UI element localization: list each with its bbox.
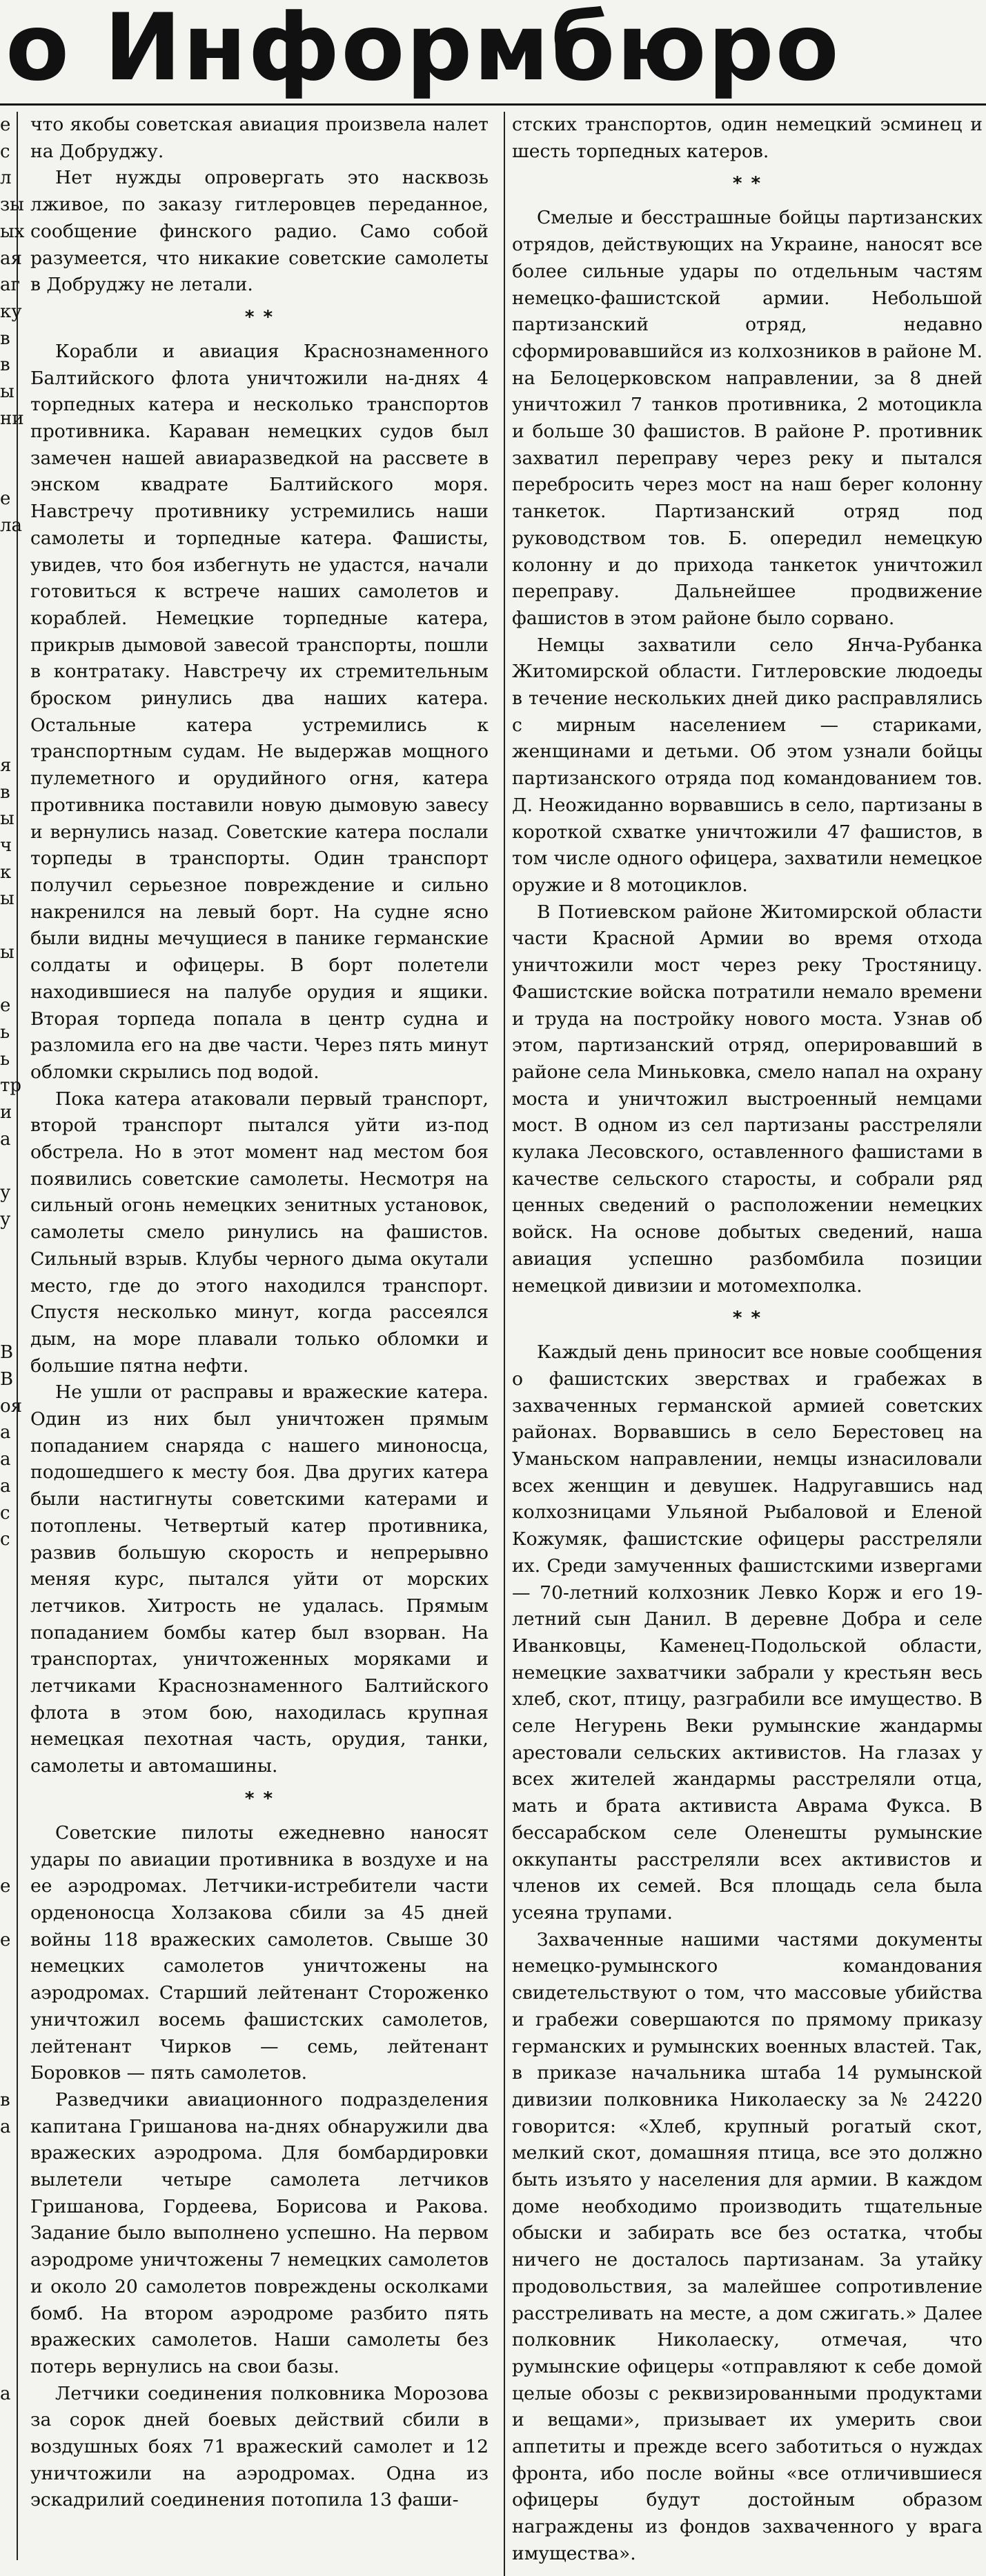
left-fragment-line bbox=[0, 2274, 17, 2301]
left-fragment-line: в bbox=[0, 328, 10, 349]
left-fragment-line: я bbox=[0, 755, 12, 776]
left-fragment-line bbox=[0, 1553, 17, 1580]
left-fragment-line: ы bbox=[0, 888, 14, 910]
left-fragment-line: а bbox=[0, 1475, 11, 1497]
article-paragraph: В Потиевском районе Житомирской области части Красной Армии во время отхода уничтожили мост через реку Тростяницу. Фашистские войска потратили немало времени и труда на постройку нового моста. Узнав об этом, партизанский отряд, оперировавший в районе села Миньковка, смело напал на охрану моста и уничтожил выстроенный немцами мост. В одном из сел партизаны расстреляли кулака Лесовского, оставленного фашистами в качестве сельского старосты, и собрали ряд ценных сведений о расположении немецких войск. На основе добытых сведений, наша авиация успешно разбомбила позиции немецкой дивизии и мотомехполка. bbox=[512, 901, 983, 1297]
left-fragment-line: а bbox=[0, 1128, 11, 1150]
left-fragment-line bbox=[0, 1900, 17, 1927]
left-fragment-line bbox=[0, 1660, 17, 1687]
left-fragment-line: ни bbox=[0, 408, 24, 429]
left-fragment-line: в bbox=[0, 2090, 10, 2111]
left-fragment-line bbox=[0, 2007, 17, 2034]
left-fragment-line: а bbox=[0, 2383, 11, 2404]
left-fragment-line: а bbox=[0, 1422, 11, 1444]
article-paragraph: Каждый день приносит все новые сообщения о фашистских зверствах и грабежах в захваченных германской армией советских районах. Ворвавшись в село Берестовец на Уманьском направлении, немцы изнасиловали всех женщин и девушек. Надругавшись над колхозницами Ульяной Рыбаловой и Еленой Кожумяк, фашистские офицеры расстреляли их. Среди замученных фашистскими извергами — 70-летний колхозник Левко Корж и его 19-летний сын Данил. В деревне Добра и селе Иванковцы, Каменец-Подольской области, немецкие захватчики забрали у крестьян весь хлеб, скот, птицу, разграбили все имущество. В селе Негурень Веки румынские жандармы арестовали сельских активистов. На глазах у всех жителей жандармы расстреляли отца, мать и брата активиста Аврама Фукса. В бессарабском селе Оленешты румынские оккупанты расстреляли всех активистов и членов их семей. Вся площадь села была усеяна трупами. bbox=[512, 1341, 983, 1924]
left-fragment-line bbox=[0, 912, 17, 939]
left-fragment-line: аг bbox=[0, 274, 21, 296]
left-fragment-line: ы bbox=[0, 808, 14, 830]
left-fragment-line: В bbox=[0, 1342, 14, 1364]
left-fragment-line bbox=[0, 619, 17, 646]
left-fragment-line bbox=[0, 2060, 17, 2087]
left-fragment-line bbox=[0, 1633, 17, 1660]
left-fragment-line bbox=[0, 2327, 17, 2354]
left-fragment-line: е bbox=[0, 488, 11, 509]
left-fragment-line: а bbox=[0, 1449, 11, 1470]
article-paragraph: Немцы захватили село Янча-Рубанка Житомирской области. Гитлеровские людоеды в течение нескольких дней дико расправлялись с мирным населением — стариками, женщинами и детьми. Об этом узнали бойцы партизанского отряда под командованием тов. Д. Неожиданно ворвавшись в село, партизаны в короткой схватке уничтожили 47 фашистов, в том числе одного офицера, захватили немецкое оружие и 8 мотоциклов. bbox=[512, 634, 983, 896]
left-fragment-line bbox=[0, 2194, 17, 2221]
left-fragment-line: е bbox=[0, 995, 11, 1017]
left-fragment-line: и bbox=[0, 1102, 12, 1124]
article-paragraph: Пока катера атаковали первый транспорт, второй транспорт пытался уйти из-под обстрела. Но в этот момент над местом боя появились советские самолеты. Несмотря на сильный огонь немецких зенитных установок, самолеты смело ринулись на фашистов. Сильный взрыв. Клубы черного дыма окутали место, где до этого находился транспорт. Спустя несколько минут, когда рассеялся дым, на море плавали только обломки и большие пятна нефти. bbox=[30, 1088, 489, 1377]
article-paragraph: Советские пилоты ежедневно наносят удары по авиации противника в воздухе и на ее аэродромах. Летчики-истребители части орденоносца Холзакова сбили за 45 дней войны 118 вражеских самолетов. Свыше 30 немецких самолетов уничтожены на аэродромах. Старший лейтенант Стороженко уничтожил восемь фашистских самолетов, лейтенант Чирков — семь, лейтенант Боровков — пять самолетов. bbox=[30, 1821, 489, 2084]
left-fragment-line: зы bbox=[0, 194, 24, 216]
left-fragment-line bbox=[0, 1686, 17, 1713]
section-separator: * * bbox=[244, 1788, 275, 1809]
left-fragment-line: ы bbox=[0, 941, 14, 963]
left-fragment-line: ь bbox=[0, 1021, 10, 1043]
article-paragraph: что якобы советская авиация произвела налет на Добруджу. bbox=[30, 114, 489, 162]
left-fragment-line bbox=[0, 1152, 17, 1179]
section-separator: * * bbox=[732, 173, 762, 194]
left-fragment-line: е bbox=[0, 1876, 11, 1897]
left-fragment-line bbox=[0, 2354, 17, 2381]
left-fragment-line: оя bbox=[0, 1395, 23, 1417]
article-paragraph: Разведчики авиационного подразделения капитана Гришанова на-днях обнаружили два вражеских аэродрома. Для бомбардировки вылетели четыре самолета летчиков Гришанова, Гордеева, Борисова и Ракова. Задание было выполнено успешно. На первом аэродроме уничтожены 7 немецких самолетов и около 20 самолетов повреждены осколками бомб. На втором аэродроме разбито пять вражеских самолетов. Наши самолеты без потерь вернулись на свои базы. bbox=[30, 2088, 489, 2377]
right-column bbox=[504, 112, 983, 2576]
left-fragment-line: ку bbox=[0, 301, 22, 322]
article-paragraph: Корабли и авиация Краснознаменного Балтийского флота уничтожили на-днях 4 торпедных катера и несколько транспортов противника. Караван немецких судов был замечен нашей авиаразведкой на рассвете в энском квадрате Балтийского моря. Навстречу противнику устремились наши самолеты и торпедные катера. Фашисты, увидев, что боя избегнуть не удастся, начали готовиться к встрече наших самолетов и кораблей. Немецкие торпедные катера, прикрыв дымовой завесой транспорты, пошли в контратаку. Навстречу их стремительным броском ринулись два наших катера. Остальные катера устремились к транспортным судам. Не выдержав мощного пулеметного и орудийного огня, катера противника поставили новую дымовую завесу и вернулись назад. Советские катера послали торпеды в транспорты. Один транспорт получил серьезное повреждение и сильно накренился на левый борт. На судне ясно были видны мечущиеся в панике германские солдаты и офицеры. В борт полетели находившиеся на палубе орудия и ящики. Вторая торпеда попала в центр судна и разломила его на две части. Через пять минут обломки скрылись под водой. bbox=[30, 340, 489, 1083]
left-fragment-line: л bbox=[0, 168, 12, 189]
section-separator: * * bbox=[244, 306, 275, 328]
left-fragment-line: у bbox=[0, 1182, 11, 1204]
masthead-title: о Информбюро bbox=[6, 0, 840, 101]
left-fragment-line bbox=[0, 432, 17, 459]
article-paragraph: Не ушли от расправы и вражеские катера. Один из них был уничтожен прямым попаданием снаряда с нашего миноносца, подошедшего к месту боя. Два других катера были настигнуты советскими катерами и потоплены. Четвертый катер противника, развив большую скорость и непрерывно меняя курс, пытался уйти от морских летчиков. Хитрость не удалась. Прямым попаданием бомбы катер был взорван. На транспортах, уничтоженных моряками и летчиками Краснознаменного Балтийского флота в этом бою, находилась крупная немецкая пехотная часть, орудия, танки, самолеты и автомашины. bbox=[30, 1381, 489, 1777]
left-fragment-line bbox=[0, 672, 17, 699]
left-fragment-line bbox=[0, 592, 17, 619]
left-fragment-line bbox=[0, 1793, 17, 1820]
left-fragment-line: в bbox=[0, 781, 10, 803]
left-fragment-line: с bbox=[0, 141, 10, 162]
left-fragment-line: В bbox=[0, 1369, 14, 1390]
left-fragment-line bbox=[0, 699, 17, 726]
left-fragment-line: ая bbox=[0, 248, 22, 269]
left-fragment-line bbox=[0, 539, 17, 566]
left-fragment-line: е bbox=[0, 1929, 11, 1950]
left-fragment-line bbox=[0, 1259, 17, 1286]
left-fragment-line bbox=[0, 646, 17, 672]
article-paragraph: Захваченные нашими частями документы немецко-румынского командования свидетельствуют о том, что массовые убийства и грабежи совершаются по прямому приказу германских и румынских военных властей. Так, в приказе начальника штаба 14 румынской дивизии полковника Николаеску за № 24220 говорится: «Хлеб, крупный рогатый скот, мелкий скот, домашняя птица, все это должно быть изъято у населения для армии. В каждом доме необходимо производить тщательные обыски и забирать все без остатка, чтобы ничего не досталось партизанам. За утайку продовольствия, за малейшее сопротивление расстреливать на месте, а дом сжигать.» Далее полковник Николаеску, отмечая, что румынские офицеры «отправляют к себе домой целые обозы с реквизированными продуктами и вещами», призывает их умерить свои аппетиты и прежде всего заботиться о нуждах фронта, ибо после войны «все отличившиеся офицеры будут достойным образом награждены из фондов захваченного у врага имущества». bbox=[512, 1928, 983, 2564]
article-paragraph: Смелые и бесстрашные бойцы партизанских отрядов, действующих на Украине, наносят все более сильные удары по отдельным частям немецко-фашистской армии. Небольшой партизанский отряд, недавно сформировавшийся из колхозников в районе М. на Белоцерковском направлении, за 8 дней уничтожил 7 танков противника, 2 мотоцикла и больше 30 фашистов. В районе Р. противник захватил переправу через реку и пытался перебросить через мост на наш берег колонну танкеток. Партизанский отряд под руководством тов. Б. опередил немецкую колонну и до прихода танкеток уничтожил переправу. Дальнейшее продвижение фашистов в этом районе было сорвано. bbox=[512, 207, 983, 629]
article-paragraph: стских транспортов, один немецкий эсминец и шесть торпедных катеров. bbox=[512, 114, 983, 162]
left-fragment-line bbox=[0, 1286, 17, 1313]
left-fragment-line bbox=[0, 1740, 17, 1767]
article-paragraph: Нет нужды опровергать это насквозь лживое, по заказу гитлеровцев переданное, сообщение финского радио. Само собой разумеется, что никакие советские самолеты в Добруджу не летали. bbox=[30, 167, 489, 296]
left-fragment-line bbox=[0, 2434, 17, 2461]
left-fragment-line bbox=[0, 1847, 17, 1874]
left-fragment-line: ч bbox=[0, 835, 12, 856]
left-column-fragments bbox=[0, 112, 25, 2560]
left-fragment-line: ы bbox=[0, 381, 14, 403]
left-fragment-line bbox=[0, 2301, 17, 2328]
left-fragment-line bbox=[0, 2167, 17, 2194]
left-fragment-line bbox=[0, 566, 17, 592]
left-fragment-line bbox=[0, 2140, 17, 2167]
left-fragment-line: с bbox=[0, 1502, 10, 1524]
middle-column bbox=[30, 112, 489, 2514]
left-fragment-line bbox=[0, 1580, 17, 1607]
left-fragment-line bbox=[0, 2407, 17, 2434]
left-fragment-line: ла bbox=[0, 515, 23, 536]
left-fragment-line bbox=[0, 1820, 17, 1847]
left-fragment-line: в bbox=[0, 355, 10, 376]
masthead-band bbox=[0, 0, 986, 106]
left-fragment-line bbox=[0, 1606, 17, 1633]
left-fragment-line bbox=[0, 1713, 17, 1740]
left-fragment-line bbox=[0, 1233, 17, 1260]
left-fragment-line bbox=[0, 2247, 17, 2274]
left-fragment-line: у bbox=[0, 1208, 11, 1230]
left-fragment-line: к bbox=[0, 861, 12, 883]
left-fragment-line: с bbox=[0, 1529, 10, 1550]
left-fragment-line bbox=[0, 2461, 17, 2488]
left-fragment-line bbox=[0, 1980, 17, 2007]
left-fragment-line bbox=[0, 1954, 17, 1981]
left-fragment-line bbox=[0, 1313, 17, 1340]
section-separator: * * bbox=[732, 1308, 762, 1329]
article-paragraph: Летчики соединения полковника Морозова за сорок дней боевых действий сбили в воздушных боях 71 вражеский самолет и 12 уничтожили на аэродромах. Одна из эскадрилий соединения потопила 13 фаши- bbox=[30, 2382, 489, 2511]
left-fragment-line: е bbox=[0, 114, 11, 135]
left-fragment-line bbox=[0, 1767, 17, 1794]
left-fragment-line: а bbox=[0, 2116, 11, 2137]
left-fragment-line: тр bbox=[0, 1075, 22, 1097]
left-fragment-line bbox=[0, 726, 17, 752]
left-fragment-line bbox=[0, 2514, 17, 2541]
left-fragment-line: ь bbox=[0, 1048, 10, 1070]
left-fragment-line bbox=[0, 2488, 17, 2515]
left-fragment-line bbox=[0, 459, 17, 486]
left-fragment-line bbox=[0, 2221, 17, 2248]
left-fragment-line: ых bbox=[0, 221, 25, 242]
left-fragment-line bbox=[0, 2541, 17, 2568]
left-fragment-line bbox=[0, 966, 17, 993]
left-fragment-line bbox=[0, 2034, 17, 2061]
